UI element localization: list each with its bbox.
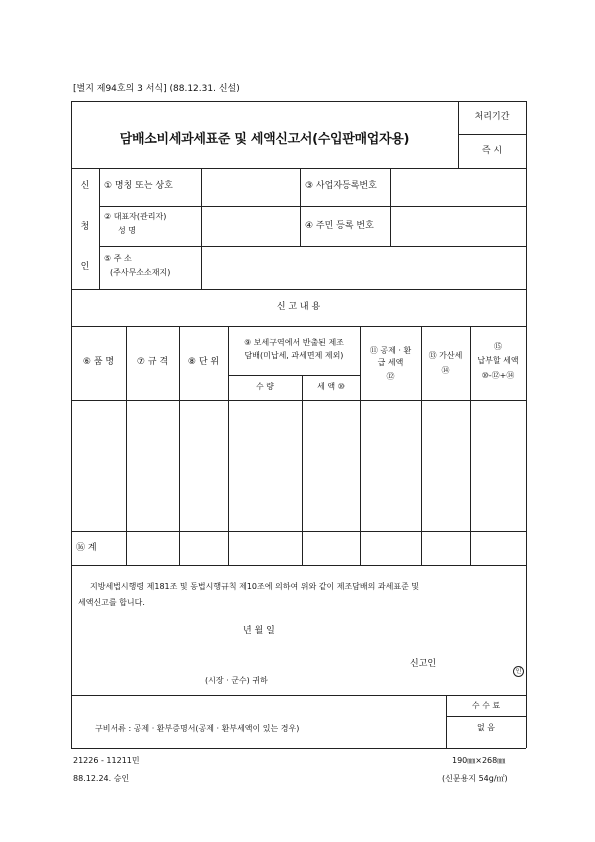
- addressee: (시장 · 군수) 귀하: [205, 676, 268, 685]
- business-number-label: ③ 사업자등록번호: [305, 181, 377, 191]
- paper-type: (신문용지 54g/㎡): [442, 774, 508, 783]
- resident-number-field[interactable]: [391, 207, 525, 245]
- fee-label: 수 수 료: [471, 701, 501, 710]
- name-field[interactable]: [202, 169, 299, 205]
- address-field[interactable]: [202, 247, 525, 288]
- processing-period-value: 즉 시: [481, 146, 503, 156]
- total-row-label: ⑯ 계: [76, 543, 97, 553]
- col-additional-tax-1: ⑬ 가산세: [428, 351, 463, 360]
- col-payable-3: ⑩-⑫+⑭: [481, 371, 515, 380]
- representative-label: ② 대표자(관리자): [104, 212, 167, 221]
- col-deduction-1: ⑪ 공제 · 환: [369, 346, 412, 355]
- applicant-side-label-2: 청: [80, 222, 90, 232]
- applicant-side-label-1: 신: [80, 181, 90, 191]
- form-code: 21226 - 11211민: [73, 756, 140, 765]
- business-number-field[interactable]: [391, 169, 525, 205]
- representative-name-label: 성 명: [118, 226, 136, 235]
- col-unit: ⑧ 단 위: [187, 357, 220, 367]
- report-section-title: 신 고 내 용: [276, 302, 321, 312]
- col-bonded-header-2: 담배(미납세, 과세면제 제외): [244, 351, 344, 360]
- form-title: 담배소비세과세표준 및 세액신고서(수입판매업자용): [119, 132, 410, 147]
- fee-value: 없 음: [477, 723, 495, 732]
- col-payable-2: 납부할 세액: [477, 356, 519, 365]
- name-label: ① 명칭 또는 상호: [104, 181, 173, 191]
- address-label: ⑤ 주 소: [104, 254, 132, 263]
- col-item-name: ⑥ 품 명: [82, 357, 115, 367]
- seal-mark: 인: [513, 658, 524, 677]
- representative-field[interactable]: [202, 207, 299, 245]
- paper-size: 190㎜×268㎜: [452, 756, 506, 765]
- col-bonded-header-1: ⑨ 보세구역에서 반출된 제조: [244, 338, 344, 347]
- address-sub-label: (주사무소소재지): [110, 268, 171, 277]
- resident-number-label: ④ 주민 등록 번호: [305, 221, 374, 231]
- declaration-text-1: 지방세법시행령 제181조 및 동법시행규칙 제10조에 의하여 위와 같이 제조담배의 과세표준 및: [90, 582, 420, 591]
- col-payable-1: ⑮: [494, 342, 502, 351]
- col-tax-amount: 세 액 ⑩: [317, 382, 345, 391]
- col-spec: ⑦ 규 격: [136, 357, 169, 367]
- col-quantity: 수 량: [256, 382, 274, 391]
- reporter-label: 신고인: [410, 659, 437, 669]
- report-data-area[interactable]: [72, 401, 525, 530]
- processing-period-label: 처리기간: [474, 112, 510, 122]
- col-deduction-3: ⑫: [386, 372, 395, 381]
- form-reference: [별지 제94호의 3 서식] (88.12.31. 신설): [73, 84, 240, 94]
- approval-date: 88.12.24. 승인: [73, 774, 130, 783]
- required-documents: 구비서류 : 공제 · 환부증명서(공제 · 환부세액이 있는 경우): [95, 724, 300, 733]
- applicant-side-label-3: 인: [80, 262, 90, 272]
- declaration-text-2: 세액신고를 합니다.: [78, 598, 145, 607]
- col-additional-tax-2: ⑭: [441, 366, 450, 375]
- report-date: 년 월 일: [243, 626, 275, 636]
- col-deduction-2: 급 세액: [377, 358, 404, 367]
